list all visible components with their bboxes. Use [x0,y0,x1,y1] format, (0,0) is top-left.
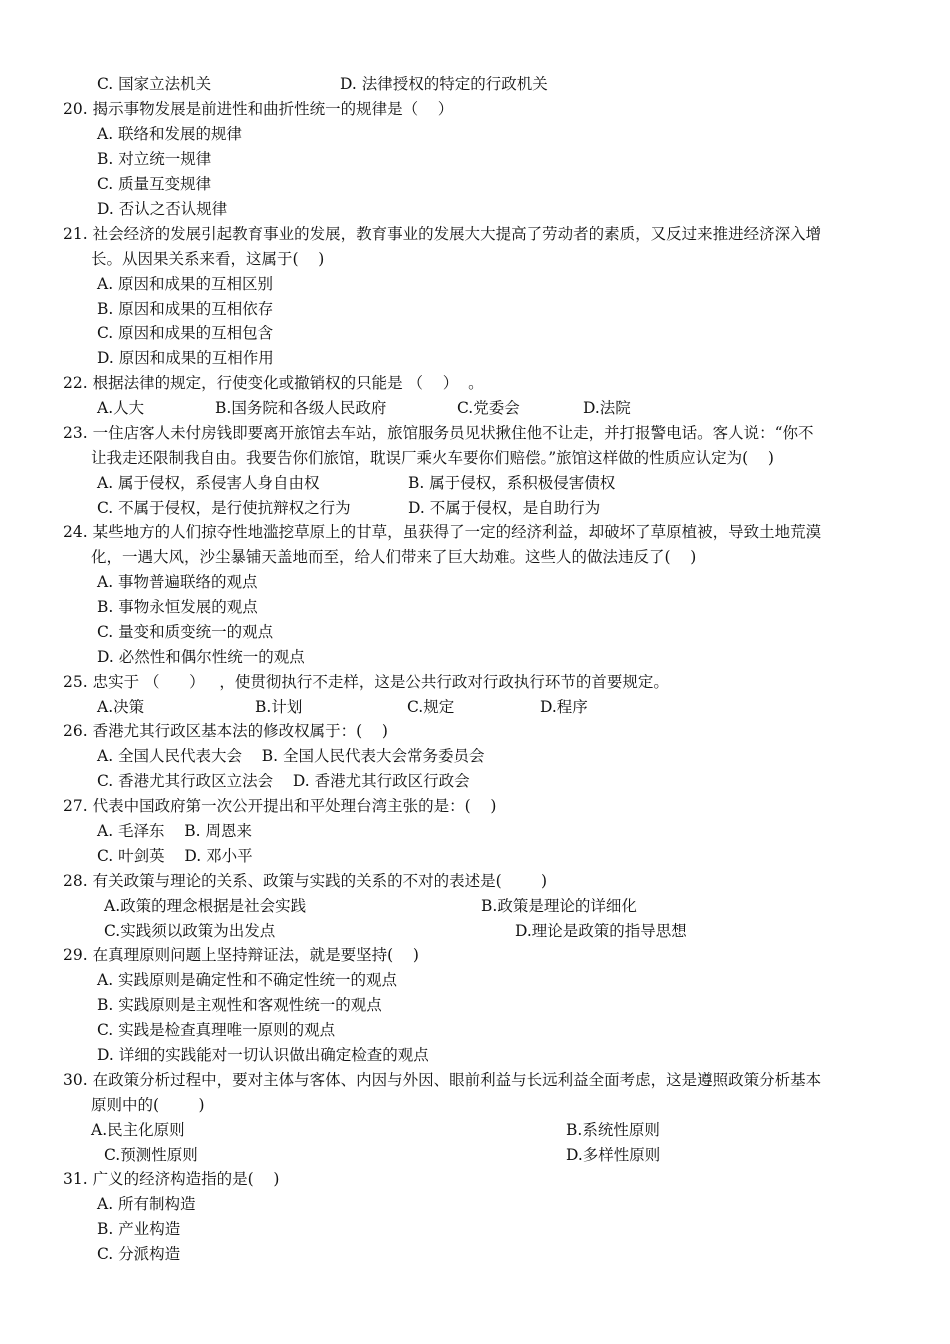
q25-option-c: C.规定 [407,698,455,716]
q22-stem: 22. 根据法律的规定，行使变化或撤销权的只能是 （ ） 。 [63,374,484,392]
q21-option-b: B. 原因和成果的互相依存 [97,300,274,318]
q27-options-ab: A. 毛泽东 B. 周恩来 [97,822,253,840]
q27-options-cd: C. 叶剑英 D. 邓小平 [97,847,253,865]
q21-option-a: A. 原因和成果的互相区别 [97,275,274,293]
q30-option-c: C.预测性原则 [104,1146,198,1164]
q23-option-c: C. 不属于侵权，是行使抗辩权之行为 [97,499,351,517]
q25-option-b: B.计划 [255,698,303,716]
q20-option-c: C. 质量互变规律 [97,175,212,193]
q24-option-b: B. 事物永恒发展的观点 [97,598,258,616]
q29-option-c: C. 实践是检查真理唯一原则的观点 [97,1021,336,1039]
q19-option-c: C. 国家立法机关 [97,75,212,93]
q23-stem: 23. 一住店客人未付房钱即要离开旅馆去车站，旅馆服务员见状揪住他不让走，并打报警电话。客人说：“你不 [63,424,814,442]
q24-stem: 24. 某些地方的人们掠夺性地滥挖草原上的甘草，虽获得了一定的经济利益，却破坏了草原植被，导致土地荒漠 [63,523,822,541]
q31-stem: 31. 广义的经济构造指的是( ) [63,1170,280,1188]
q28-option-c: C.实践须以政策为出发点 [104,922,276,940]
q31-option-c: C. 分派构造 [97,1245,181,1263]
q26-options-ab: A. 全国人民代表大会 B. 全国人民代表大会常务委员会 [97,747,485,765]
q23-option-d: D. 不属于侵权，是自助行为 [408,499,601,517]
q22-option-d: D.法院 [583,399,631,417]
q24-option-a: A. 事物普遍联络的观点 [97,573,258,591]
q22-option-a: A.人大 [97,399,145,417]
q28-option-d: D.理论是政策的指导思想 [515,922,687,940]
q25-stem: 25. 忠实于 （ ） ，使贯彻执行不走样，这是公共行政对行政执行环节的首要规定。 [63,673,669,691]
q22-option-b: B.国务院和各级人民政府 [215,399,387,417]
q23-option-b: B. 属于侵权，系积极侵害债权 [408,474,616,492]
q21-stem: 21. 社会经济的发展引起教育事业的发展，教育事业的发展大大提高了劳动者的素质，又反过来推进经济深入增 [63,225,822,243]
q29-option-d: D. 详细的实践能对一切认识做出确定检查的观点 [97,1046,429,1064]
q29-option-b: B. 实践原则是主观性和客观性统一的观点 [97,996,382,1014]
q24-option-c: C. 量变和质变统一的观点 [97,623,274,641]
q30-stem: 30. 在政策分析过程中，要对主体与客体、内因与外因、眼前利益与长远利益全面考虑，这是遵照政策分析基本 [63,1071,822,1089]
q28-stem: 28. 有关政策与理论的关系、政策与实践的关系的不对的表述是( ) [63,872,548,890]
q23-option-a: A. 属于侵权，系侵害人身自由权 [97,474,320,492]
q26-stem: 26. 香港尤其行政区基本法的修改权属于：( ) [63,722,388,740]
q30-option-b: B.系统性原则 [566,1121,660,1139]
q20-stem: 20. 揭示事物发展是前进性和曲折性统一的规律是（ ） [63,100,454,118]
q24-stem-cont: 化，一遇大风，沙尘暴铺天盖地而至，给人们带来了巨大劫难。这些人的做法违反了( ) [91,548,697,566]
q31-option-b: B. 产业构造 [97,1220,181,1238]
q29-stem: 29. 在真理原则问题上坚持辩证法，就是要坚持( ) [63,946,419,964]
q27-stem: 27. 代表中国政府第一次公开提出和平处理台湾主张的是：( ) [63,797,497,815]
q28-option-a: A.政策的理念根据是社会实践 [104,897,307,915]
q28-option-b: B.政策是理论的详细化 [481,897,637,915]
q26-options-cd: C. 香港尤其行政区立法会 D. 香港尤其行政区行政会 [97,772,470,790]
q29-option-a: A. 实践原则是确定性和不确定性统一的观点 [97,971,398,989]
q21-option-d: D. 原因和成果的互相作用 [97,349,274,367]
q30-option-a: A.民主化原则 [91,1121,185,1139]
q30-stem-cont: 原则中的( ) [91,1096,205,1114]
q22-option-c: C.党委会 [457,399,520,417]
q20-option-d: D. 否认之否认规律 [97,200,228,218]
q24-option-d: D. 必然性和偶尔性统一的观点 [97,648,305,666]
q25-option-d: D.程序 [540,698,588,716]
q25-option-a: A.决策 [97,698,145,716]
q19-option-d: D. 法律授权的特定的行政机关 [340,75,548,93]
q30-option-d: D.多样性原则 [566,1146,661,1164]
q20-option-a: A. 联络和发展的规律 [97,125,243,143]
q20-option-b: B. 对立统一规律 [97,150,212,168]
q21-stem-cont: 长。从因果关系来看，这属于( ) [91,250,325,268]
q23-stem-cont: 让我走还限制我自由。我要告你们旅馆，耽误厂乘火车要你们赔偿。”旅馆这样做的性质应认定为( ) [91,449,774,467]
q31-option-a: A. 所有制构造 [97,1195,196,1213]
q21-option-c: C. 原因和成果的互相包含 [97,324,274,342]
